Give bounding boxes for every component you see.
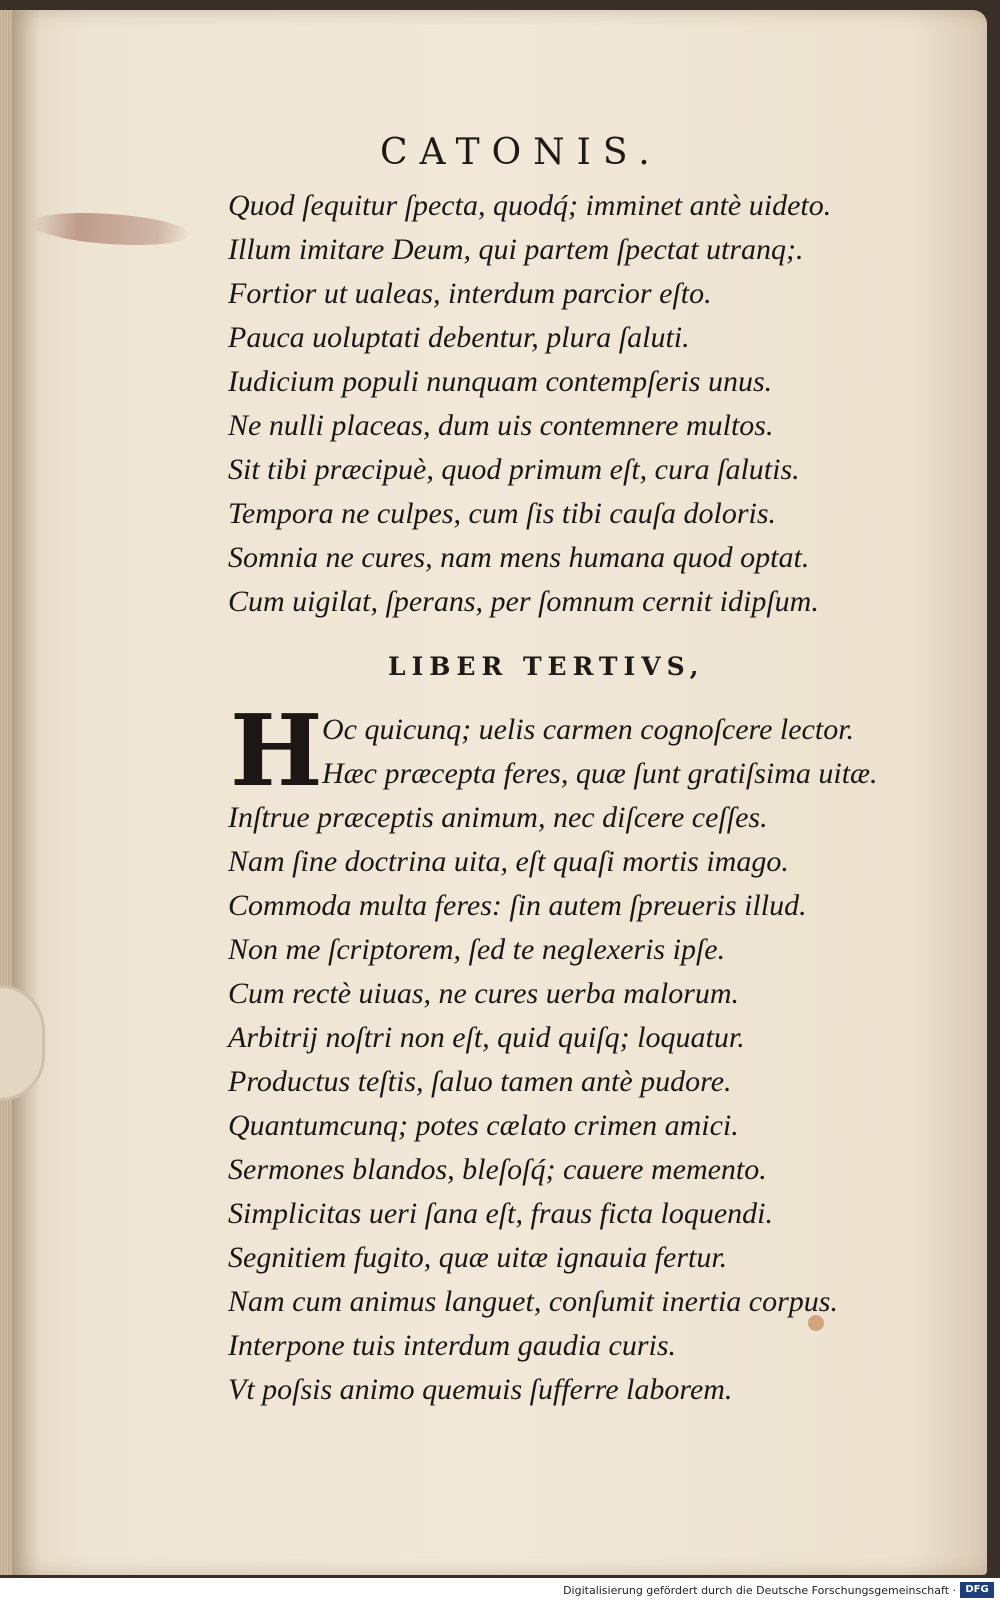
verse-line: Inſtrue præceptis animum, nec diſcere ceſſes. bbox=[228, 801, 768, 834]
decorated-initial: H bbox=[230, 694, 323, 809]
book-title: LIBER TERTIVS, bbox=[388, 652, 705, 681]
footer-credit: Digitalisierung gefördert durch die Deutsche Forschungsgemeinschaft · bbox=[563, 1584, 956, 1597]
verse-line: Fortior ut ualeas, interdum parcior eſto. bbox=[228, 277, 712, 310]
verse-line: Productus teſtis, ſaluo tamen antè pudore. bbox=[228, 1065, 732, 1098]
verse-line: Oc quicunq; uelis carmen cognoſcere lector. bbox=[322, 713, 855, 746]
verse-line: Arbitrij noſtri non eſt, quid quiſq; loquatur. bbox=[228, 1021, 745, 1054]
verse-line: Vt poſsis animo quemuis ſufferre laborem. bbox=[228, 1373, 733, 1406]
verse-line: Segnitiem fugito, quæ uitæ ignauia fertur. bbox=[228, 1241, 728, 1274]
running-head: CATONIS. bbox=[380, 132, 662, 173]
verse-line: Sit tibi præcipuè, quod primum eſt, cura ſalutis. bbox=[228, 453, 800, 486]
verse-line: Somnia ne cures, nam mens humana quod optat. bbox=[228, 541, 810, 574]
verse-line: Tempora ne culpes, cum ſis tibi cauſa doloris. bbox=[228, 497, 777, 530]
dfg-logo: DFG bbox=[960, 1582, 994, 1598]
verse-line: Iudicium populi nunquam contempſeris unus. bbox=[228, 365, 773, 398]
verse-line: Non me ſcriptorem, ſed te neglexeris ipſe. bbox=[228, 933, 726, 966]
verse-line: Ne nulli placeas, dum uis contemnere multos. bbox=[228, 409, 774, 442]
verse-line: Pauca uoluptati debentur, plura ſaluti. bbox=[228, 321, 690, 354]
verse-line: Cum uigilat, ſperans, per ſomnum cernit idipſum. bbox=[228, 585, 819, 618]
verse-line: Illum imitare Deum, qui partem ſpectat utranq;. bbox=[228, 233, 804, 266]
verse-line: Quod ſequitur ſpecta, quodq́; imminet antè uideto. bbox=[228, 189, 832, 222]
verse-line: Nam cum animus languet, conſumit inertia corpus. bbox=[228, 1285, 838, 1318]
footer-bar bbox=[0, 1578, 1000, 1603]
verse-line: Simplicitas ueri ſana eſt, fraus ficta loquendi. bbox=[228, 1197, 773, 1230]
verse-line: Nam ſine doctrina uita, eſt quaſi mortis imago. bbox=[228, 845, 789, 878]
verse-line: Quantumcunq; potes cælato crimen amici. bbox=[228, 1109, 739, 1142]
verse-line: Interpone tuis interdum gaudia curis. bbox=[228, 1329, 677, 1362]
verse-line: Commoda multa feres: ſin autem ſpreueris illud. bbox=[228, 889, 807, 922]
verse-line: Cum rectè uiuas, ne cures uerba malorum. bbox=[228, 977, 740, 1010]
verse-line: Sermones blandos, bleſoſq́; cauere memento. bbox=[228, 1153, 767, 1186]
verse-line: Hæc præcepta feres, quæ ſunt gratiſsima uitæ. bbox=[322, 757, 878, 790]
